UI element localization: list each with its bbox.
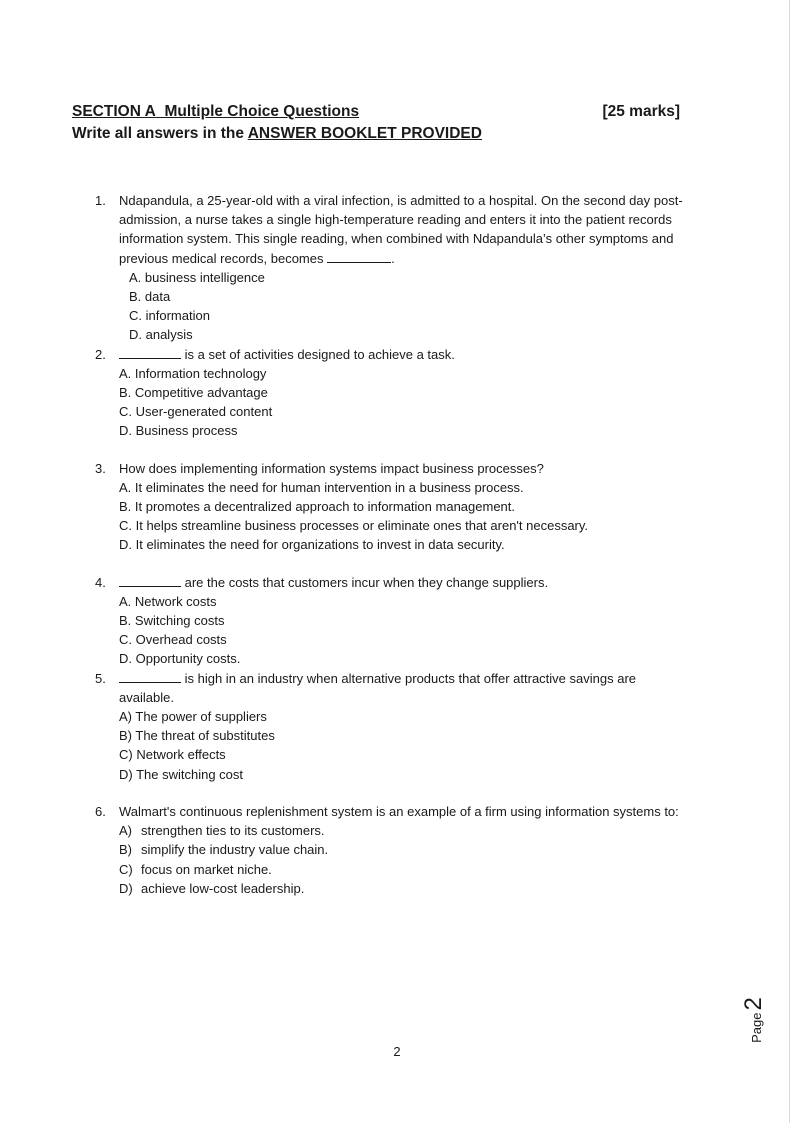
question-list: [95, 191, 685, 898]
option-list: [119, 592, 685, 669]
option-a: A) The power of suppliers: [119, 709, 267, 725]
question-body: [119, 459, 685, 555]
option-c: C. User-generated content: [119, 404, 273, 420]
option-list: [119, 364, 685, 441]
instruction-prefix: Write all answers in the: [72, 125, 248, 142]
option-b: B. Switching costs: [119, 613, 225, 629]
question-text: [119, 669, 685, 707]
question-text: [119, 573, 685, 592]
question-number: 2.: [95, 346, 106, 362]
question-number: 3.: [95, 460, 106, 476]
answer-blank: [327, 249, 391, 263]
question-number: 4.: [95, 574, 106, 590]
question-body: [119, 573, 685, 669]
option-list: [119, 707, 685, 784]
question-4: [95, 573, 685, 669]
side-page-label: [740, 990, 780, 1050]
question-body: [119, 191, 685, 345]
option-list: [119, 821, 685, 898]
option-b: B. It promotes a decentralized approach to information management.: [119, 499, 515, 515]
answer-blank: [119, 573, 181, 587]
option-text: achieve low-cost leadership.: [141, 880, 305, 896]
instruction-emphasis: ANSWER BOOKLET PROVIDED: [247, 125, 482, 142]
option-list: [119, 478, 685, 555]
question-text-end: are the costs that customers incur when they change suppliers.: [181, 574, 549, 590]
option-a: A. Information technology: [119, 365, 267, 381]
section-title: Multiple Choice Questions: [164, 103, 360, 120]
question-1: [95, 191, 685, 345]
option-c: C. Overhead costs: [119, 632, 227, 648]
option-letter: D): [119, 880, 133, 896]
question-text-end: .: [391, 250, 395, 266]
answer-blank: [119, 345, 181, 359]
option-d: D. Opportunity costs.: [119, 651, 241, 667]
option-d: D. analysis: [129, 327, 193, 343]
question-text: How does implementing information systems impact business processes?: [119, 460, 544, 476]
option-text: strengthen ties to its customers.: [141, 823, 325, 839]
option-c: C. It helps streamline business processes or eliminate ones that aren't necessary.: [119, 518, 589, 534]
option-d: D) The switching cost: [119, 766, 244, 782]
section-header: [72, 101, 680, 145]
option-a: A. business intelligence: [129, 269, 265, 285]
option-text: focus on market niche.: [141, 861, 272, 877]
option-d: D. It eliminates the need for organizations to invest in data security.: [119, 537, 505, 553]
page-number: 2: [393, 1044, 401, 1059]
question-text-main: Ndapandula, a 25-year-old with a viral infection, is admitted to a hospital. On the second day post-admission, a nurse takes a single high-temperature reading and enters it into the patient records information system. This single reading, when combined with Ndapandula’s other symptoms and previous medical records, becomes: [119, 193, 683, 266]
option-letter: A): [119, 823, 132, 839]
question-6: [95, 802, 685, 898]
question-text-end: is high in an industry when alternative products that offer attractive savings are available.: [119, 670, 637, 705]
question-text: [119, 191, 685, 268]
question-body: [119, 345, 685, 441]
option-text: simplify the industry value chain.: [141, 842, 329, 858]
option-letter: B): [119, 842, 132, 858]
question-number: 6.: [95, 803, 106, 819]
option-b: B. data: [129, 289, 171, 305]
question-body: [119, 802, 685, 898]
section-heading-row: [72, 101, 680, 123]
question-number: 5.: [95, 670, 106, 686]
section-label: SECTION A: [72, 103, 156, 120]
option-letter: C): [119, 861, 133, 877]
question-text: Walmart's continuous replenishment system is an example of a firm using information systems to:: [119, 803, 679, 819]
question-2: [95, 345, 685, 441]
option-b: [119, 840, 685, 859]
option-a: [119, 821, 685, 840]
section-heading: [72, 101, 359, 123]
option-list: [119, 268, 685, 345]
question-number: 1.: [95, 193, 106, 208]
question-3: [95, 459, 685, 555]
option-d: [119, 879, 685, 898]
option-c: C) Network effects: [119, 747, 226, 763]
question-text-end: is a set of activities designed to achieve a task.: [181, 346, 455, 362]
question-text: [119, 345, 685, 364]
question-5: [95, 669, 685, 784]
page-edge-line: [789, 0, 790, 1123]
option-b: B) The threat of substitutes: [119, 728, 275, 744]
option-d: D. Business process: [119, 423, 238, 439]
option-a: A. Network costs: [119, 593, 217, 609]
option-c: C. information: [129, 308, 210, 324]
side-page-number: 2: [740, 997, 767, 1011]
marks-label: [25 marks]: [602, 103, 680, 120]
side-page-text: Page: [749, 1012, 764, 1043]
option-b: B. Competitive advantage: [119, 385, 268, 401]
question-body: [119, 669, 685, 784]
option-c: [119, 860, 685, 879]
instruction-line: [72, 123, 680, 145]
option-a: A. It eliminates the need for human intervention in a business process.: [119, 479, 524, 495]
answer-blank: [119, 669, 181, 683]
